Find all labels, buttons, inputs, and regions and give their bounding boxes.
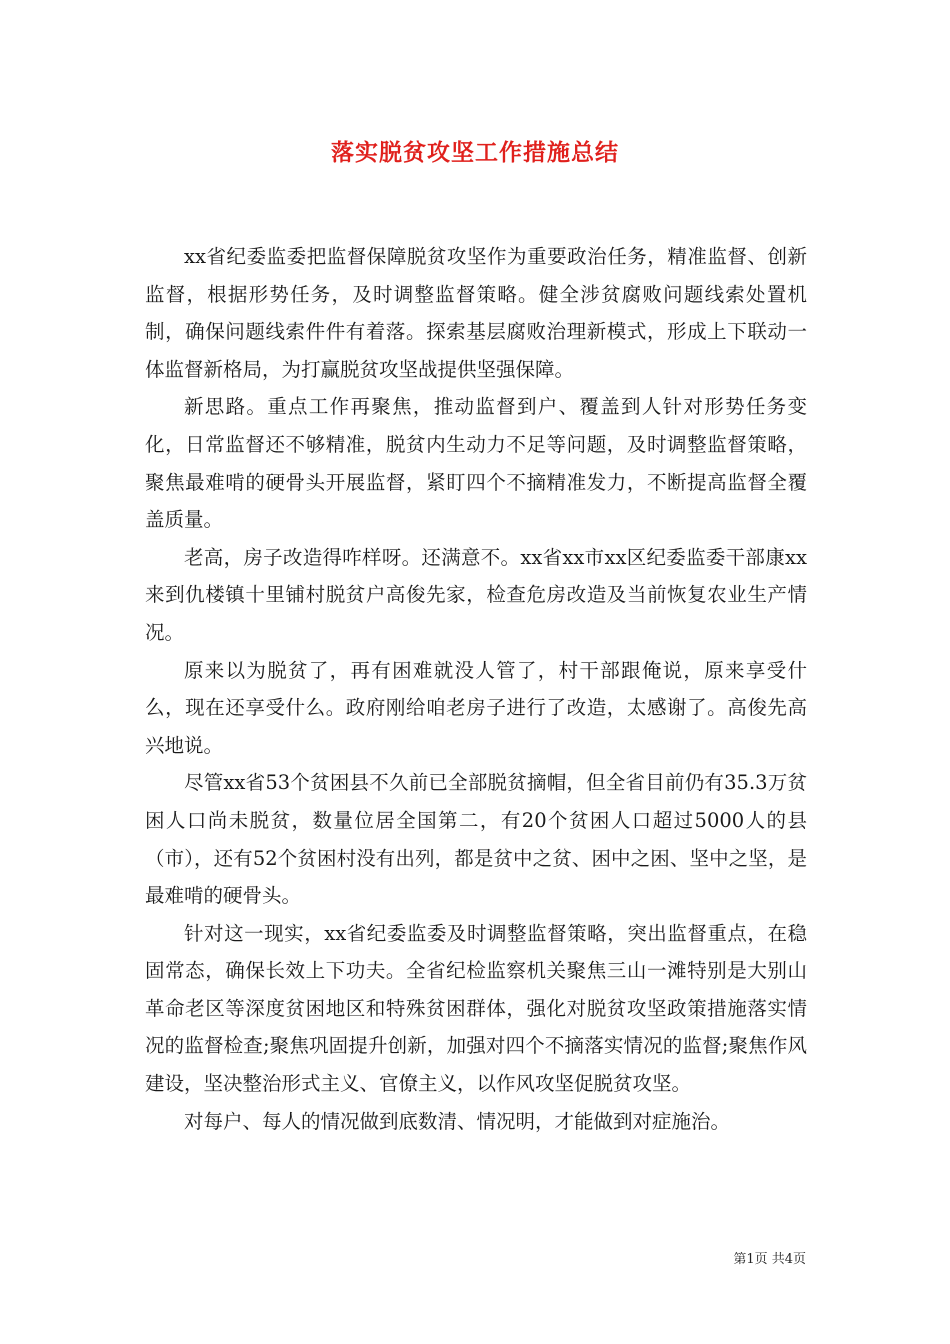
paragraph: 尽管xx省53个贫困县不久前已全部脱贫摘帽，但全省目前仍有35.3万贫困人口尚未脱贫，数量位居全国第二，有20个贫困人口超过5000人的县（市），还有52个贫困村没有出列，都是贫中之贫、困中之困、坚中之坚，是最难啃的硬骨头。: [145, 771, 807, 908]
paragraph: 针对这一现实，xx省纪委监委及时调整监督策略，突出监督重点，在稳固常态，确保长效上下功夫。全省纪检监察机关聚焦三山一滩特别是大别山革命老区等深度贫困地区和特殊贫困群体，强化对脱贫攻坚政策措施落实情况的监督检查;聚焦巩固提升创新，加强对四个不摘落实情况的监督;聚焦作风建设，坚决整治形式主义、官僚主义，以作风攻坚促脱贫攻坚。: [145, 921, 807, 1096]
paragraph: 老高，房子改造得咋样呀。还满意不。xx省xx市xx区纪委监委干部康xx来到仇楼镇十里铺村脱贫户高俊先家，检查危房改造及当前恢复农业生产情况。: [145, 545, 807, 644]
document-body: [145, 238, 807, 1140]
paragraph: 新思路。重点工作再聚焦，推动监督到户、覆盖到人针对形势任务变化，日常监督还不够精准，脱贫内生动力不足等问题，及时调整监督策略，聚焦最难啃的硬骨头开展监督，紧盯四个不摘精准发力，不断提高监督全覆盖质量。: [145, 395, 807, 532]
paragraph: xx省纪委监委把监督保障脱贫攻坚作为重要政治任务，精准监督、创新监督，根据形势任务，及时调整监督策略。健全涉贫腐败问题线索处置机制，确保问题线索件件有着落。探索基层腐败治理新模式，形成上下联动一体监督新格局，为打赢脱贫攻坚战提供坚强保障。: [145, 245, 807, 381]
page-number-footer: 第1页 共4页: [733, 1252, 806, 1267]
paragraph: 对每户、每人的情况做到底数清、情况明，才能做到对症施治。: [184, 1109, 731, 1133]
paragraph: 原来以为脱贫了，再有困难就没人管了，村干部跟俺说，原来享受什么，现在还享受什么。政府刚给咱老房子进行了改造，太感谢了。高俊先高兴地说。: [145, 658, 807, 757]
document-title: 落实脱贫攻坚工作措施总结: [331, 139, 619, 166]
